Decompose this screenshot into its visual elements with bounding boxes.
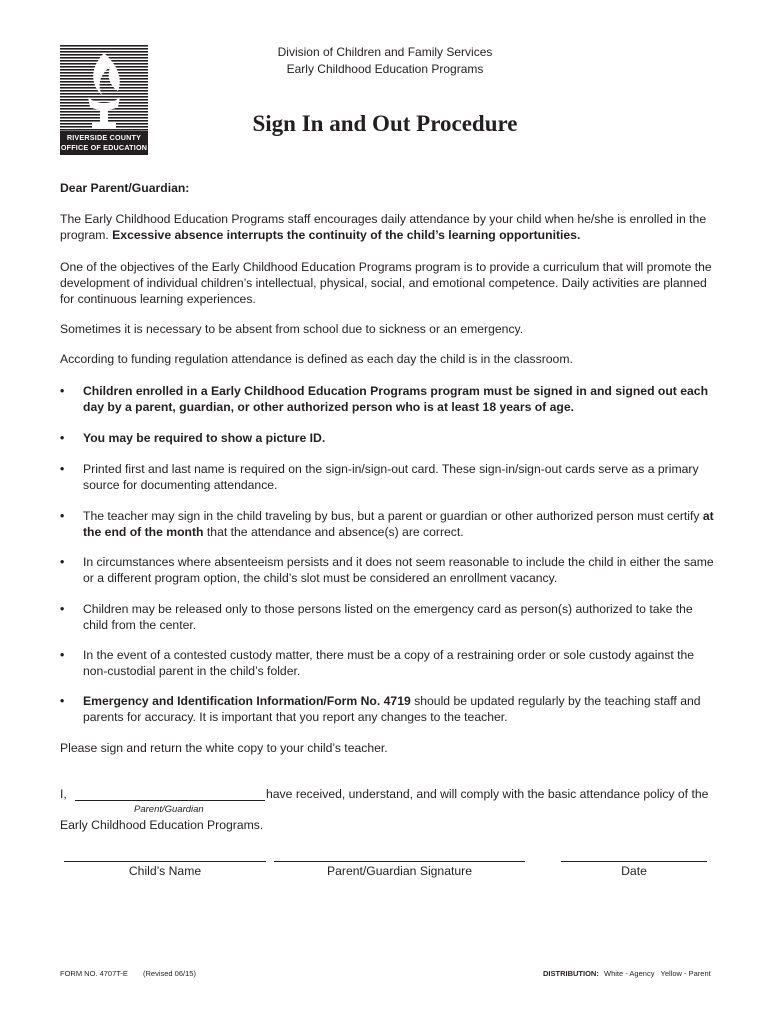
bullet-dot: • <box>60 509 65 523</box>
bullet-item <box>60 647 720 679</box>
bullet-item <box>60 508 720 540</box>
child-name-field[interactable] <box>64 861 266 862</box>
distribution-text: White - Agency Yellow - Parent <box>604 969 711 978</box>
bullet-dot: • <box>60 602 65 616</box>
logo-band <box>60 131 148 155</box>
parent-signature-label: Parent/Guardian Signature <box>327 864 472 878</box>
bullet-text: Printed first and last name is required on the sign-in/sign-out card. These sign-in/sign-out cards serve as a primary source for documenting attendance. <box>83 462 699 492</box>
header <box>230 44 540 78</box>
logo-line-1: RIVERSIDE COUNTY <box>66 133 142 142</box>
rcoe-logo <box>60 45 148 155</box>
bullet-text <box>83 508 720 540</box>
parent-signature-field[interactable] <box>274 861 525 862</box>
bullet-dot: • <box>60 462 65 476</box>
date-label: Date <box>621 864 647 878</box>
bullet-dot: • <box>60 694 65 708</box>
bullet-dot: • <box>60 431 65 445</box>
bullet-text-part: that the attendance and absence(s) are correct. <box>203 525 464 539</box>
bullet-item <box>60 693 720 725</box>
paragraph-1-text: The Early Childhood Education Programs staff encourages daily attendance by your child when he/she is enrolled in the program. <box>60 212 707 242</box>
distribution-label: DISTRIBUTION: <box>543 969 599 978</box>
bullet-dot: • <box>60 384 65 398</box>
bullet-dot: • <box>60 648 65 662</box>
paragraph-3: Sometimes it is necessary to be absent from school due to sickness or an emergency. <box>60 322 524 336</box>
division-name: Division of Children and Family Services <box>277 45 493 59</box>
program-name: Early Childhood Education Programs <box>286 62 484 76</box>
ack-statement: have received, understand, and will comply with the basic attendance policy of the <box>266 787 709 801</box>
bullet-dot: • <box>60 555 65 569</box>
bullet-text-part: The teacher may sign in the child traveling by bus, but a parent or guardian or other authorized person must certify <box>83 509 703 523</box>
closing-instruction: Please sign and return the white copy to your child’s teacher. <box>60 741 388 755</box>
flame-logo-icon <box>60 45 148 131</box>
date-field[interactable] <box>561 861 707 862</box>
bullet-text: In the event of a contested custody matter, there must be a copy of a restraining order or sole custody against the non-custodial parent in the child’s folder. <box>83 648 695 678</box>
bullet-item <box>60 430 720 446</box>
ack-line-2: Early Childhood Education Programs. <box>60 818 264 832</box>
bullet-item <box>60 383 720 415</box>
paragraph-1-bold: Excessive absence interrupts the continuity of the child’s learning opportunities. <box>112 228 581 242</box>
bullet-text-bold: at the end of the month <box>83 509 714 539</box>
ack-prefix: I, <box>60 787 67 801</box>
paragraph-2: One of the objectives of the Early Childhood Education Programs program is to provide a curriculum that will promote the development of individual children’s intellectual, physical, social, and emotional competence. Daily activities are planned for continuous learning experiences. <box>60 260 712 306</box>
bullet-text-bold: Emergency and Identification Information/Form No. 4719 <box>83 694 411 708</box>
form-number: FORM NO. 4707T-E <box>60 969 128 978</box>
bullet-text: In circumstances where absenteeism persists and it does not seem reasonable to include the child in either the same or a different program option, the child’s slot must be considered an enrollment vacancy. <box>83 555 714 585</box>
parent-guardian-label: Parent/Guardian <box>134 804 204 815</box>
paragraph-4: According to funding regulation attendance is defined as each day the child is in the classroom. <box>60 352 573 366</box>
bullet-text: Children may be released only to those persons listed on the emergency card as person(s) authorized to take the child from the center. <box>83 602 693 632</box>
bullet-text: You may be required to show a picture ID. <box>83 431 326 445</box>
page-title: Sign In and Out Procedure <box>252 111 518 136</box>
bullet-item <box>60 461 720 493</box>
revision-date: (Revised 06/15) <box>143 969 196 978</box>
bullet-text: Children enrolled in a Early Childhood Education Programs program must be signed in and signed out each day by a parent, guardian, or other authorized person who is at least 18 years of age. <box>83 384 709 414</box>
bullet-item <box>60 601 720 633</box>
parent-name-field[interactable] <box>75 800 265 801</box>
child-name-label: Child’s Name <box>128 864 202 878</box>
paragraph-1 <box>60 211 720 243</box>
bullet-text <box>83 693 720 725</box>
salutation: Dear Parent/Guardian: <box>60 181 190 195</box>
bullet-item <box>60 554 720 586</box>
logo-line-2: OFFICE OF EDUCATION <box>60 143 148 152</box>
bullet-text-part: should be updated regularly by the teaching staff and parents for accuracy. It is important that you report any changes to the teacher. <box>83 694 701 724</box>
